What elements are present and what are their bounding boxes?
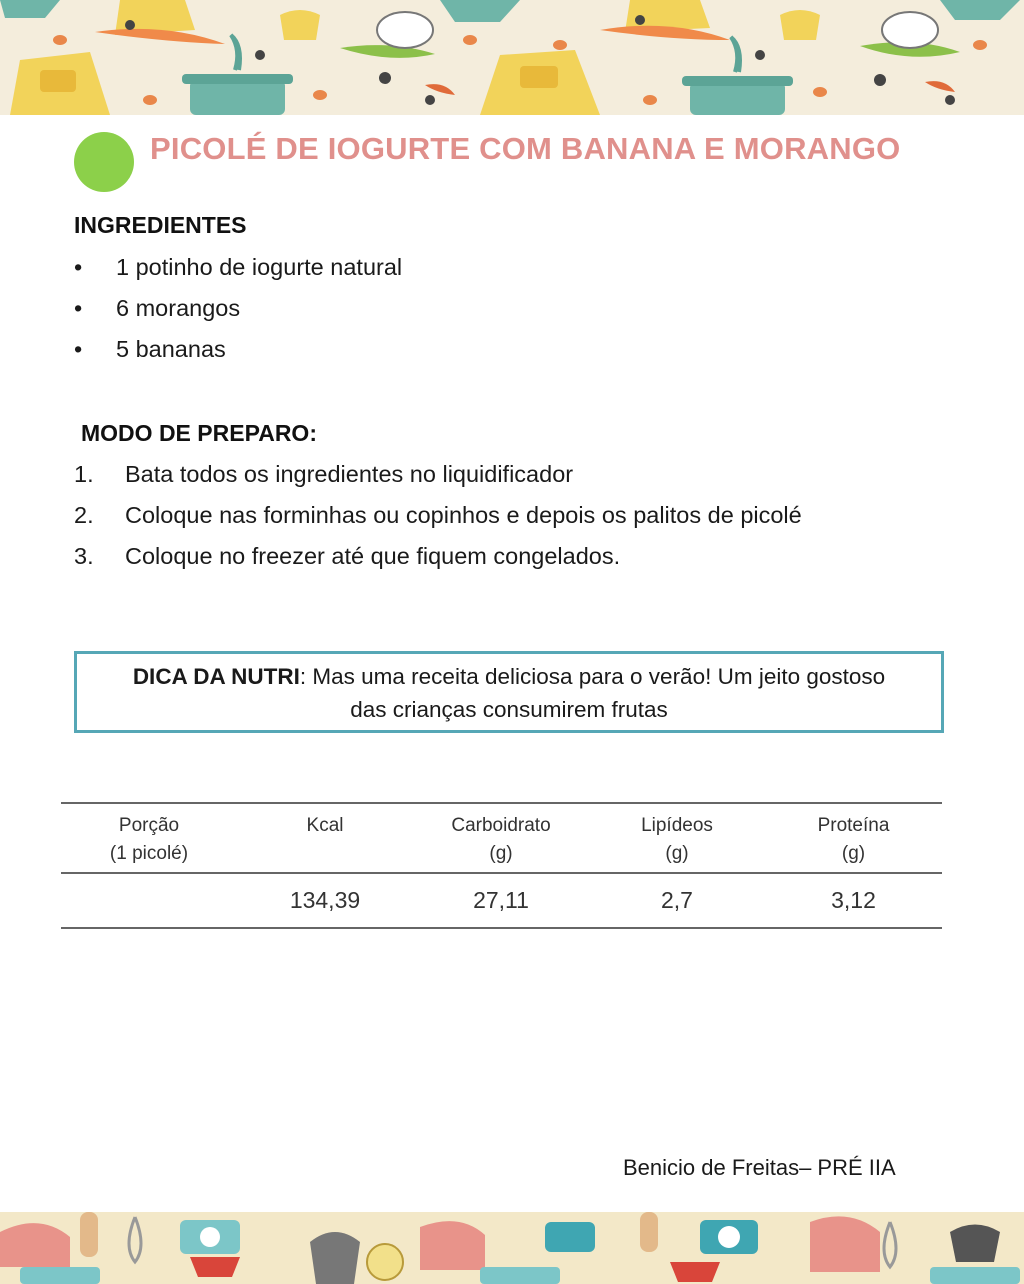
ingredient-text: 1 potinho de iogurte natural bbox=[116, 254, 403, 280]
nutrition-table bbox=[61, 802, 942, 929]
step-text: Bata todos os ingredientes no liquidificador bbox=[125, 461, 574, 487]
tip-label: DICA DA NUTRI bbox=[132, 664, 300, 689]
cell-carbs: 27,11 bbox=[413, 873, 589, 928]
step-text: Coloque no freezer até que fiquem congelados. bbox=[125, 543, 621, 569]
tip-text: : Mas uma receita deliciosa para o verão! Um jeito gostoso bbox=[299, 664, 886, 689]
step-number: 1. bbox=[74, 461, 94, 487]
whisk-icon bbox=[129, 1217, 896, 1267]
kettle-icon bbox=[280, 10, 820, 40]
column-header-lipids: Lipídeos (g) bbox=[589, 803, 765, 873]
cooking-pot-icon bbox=[182, 35, 293, 115]
step-number: 3. bbox=[74, 543, 94, 569]
bullet-marker: • bbox=[74, 336, 83, 362]
step-text: Coloque nas forminhas ou copinhos e depois os palitos de picolé bbox=[125, 502, 802, 528]
preparation-heading: MODO DE PREPARO: bbox=[81, 420, 317, 446]
top-decorative-banner bbox=[0, 0, 1024, 115]
tip-line-2: das crianças consumirem frutas bbox=[350, 697, 668, 722]
table-header-row bbox=[61, 803, 942, 873]
ingredient-text: 5 bananas bbox=[116, 336, 226, 362]
title-bullet-dot bbox=[74, 132, 134, 192]
bullet-marker: • bbox=[74, 254, 83, 280]
cell-kcal: 134,39 bbox=[237, 873, 413, 928]
bullet-marker: • bbox=[74, 295, 83, 321]
ingredient-text: 6 morangos bbox=[116, 295, 241, 321]
tip-line-1 bbox=[77, 660, 941, 693]
cell-protein: 3,12 bbox=[765, 873, 942, 928]
cell-lipids: 2,7 bbox=[589, 873, 765, 928]
ingredients-heading: INGREDIENTES bbox=[74, 212, 247, 238]
chili-pepper-icon bbox=[340, 42, 960, 58]
table-row bbox=[61, 873, 942, 928]
cooking-pot-icon bbox=[682, 37, 793, 115]
author-credit: Benicio de Freitas– PRÉ IIA bbox=[623, 1155, 896, 1180]
recipe-title: PICOLÉ DE IOGURTE COM BANANA E MORANGO bbox=[150, 131, 901, 166]
bottom-decorative-banner bbox=[0, 1212, 1024, 1284]
apron-icon bbox=[480, 50, 600, 115]
nutrition-tip-box bbox=[74, 651, 944, 733]
apron-icon bbox=[10, 52, 110, 115]
cell-portion bbox=[61, 873, 237, 928]
column-header-kcal: Kcal bbox=[237, 803, 413, 873]
column-header-protein: Proteína (g) bbox=[765, 803, 942, 873]
column-header-carbs: Carboidrato (g) bbox=[413, 803, 589, 873]
step-number: 2. bbox=[74, 502, 94, 528]
column-header-portion: Porção (1 picolé) bbox=[61, 803, 237, 873]
